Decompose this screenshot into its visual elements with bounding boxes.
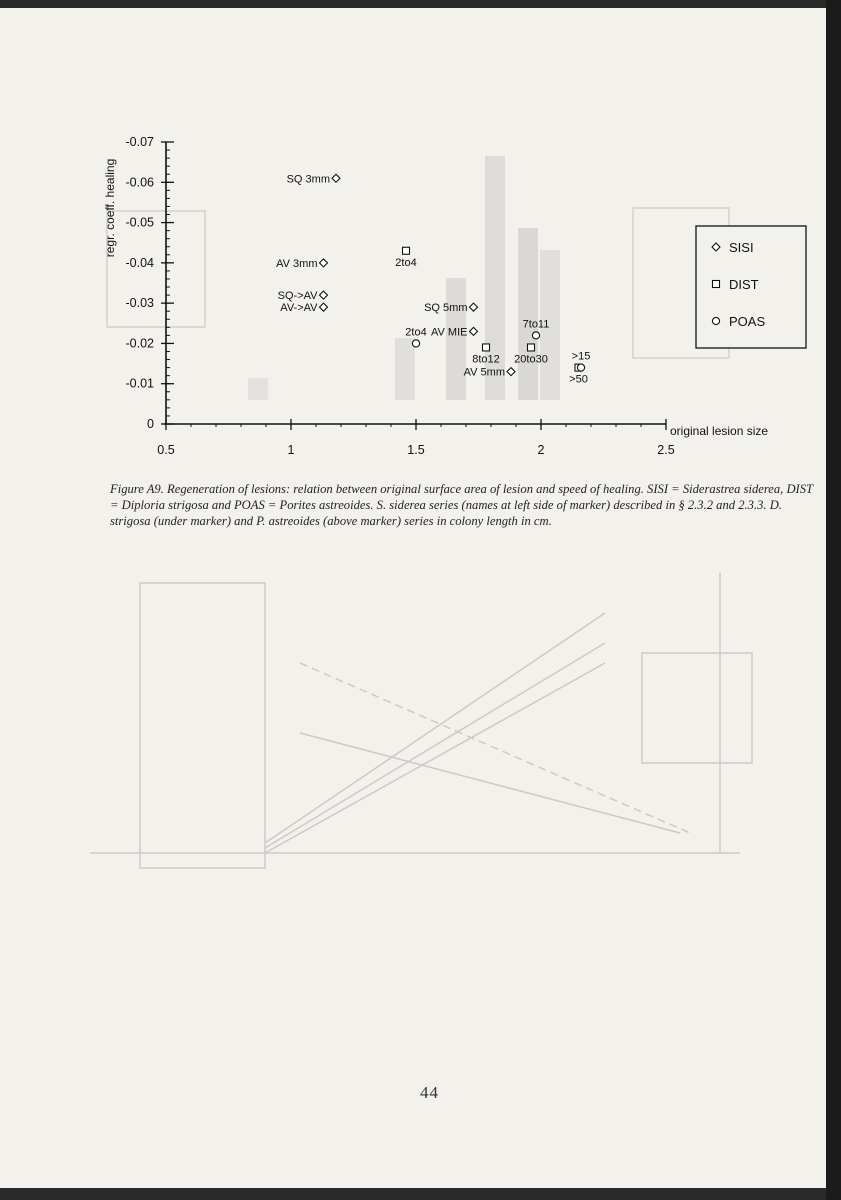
page-number: 44 [420, 1083, 439, 1102]
sisi-point-label: AV->AV [280, 302, 318, 315]
sisi-point-label: AV MIE [431, 326, 468, 339]
sisi-point [507, 368, 515, 376]
sisi-point-label: AV 3mm [276, 257, 318, 270]
sisi-point-label: AV 5mm [463, 366, 505, 379]
dist-point-label: 8to12 [472, 353, 500, 366]
sisi-point-label: SQ 3mm [286, 173, 330, 186]
legend-label-dist: DIST [729, 277, 759, 292]
y-tick-label: -0.07 [125, 135, 154, 149]
x-tick-label: 1 [287, 443, 295, 457]
x-axis-label: original lesion size [670, 424, 769, 438]
y-tick-label: -0.01 [125, 376, 154, 391]
y-tick-label: 0 [147, 417, 154, 431]
legend-label-sisi: SISI [729, 240, 754, 255]
dist-point-label: >50 [569, 373, 588, 386]
chart-axes [103, 135, 768, 457]
y-tick-label: -0.02 [125, 336, 154, 351]
caption-text: Regeneration of lesions: relation between original surface area of lesion and speed of healing. SISI = Siderastrea siderea, DIST = Diploria strigosa and POAS = Porites astreoides. S. siderea series (names at left side of marker) described in § 2.3.2 and 2.3.3. D. strigosa (under marker) and P. astreoides (above marker) series in colony length in cm. [110, 482, 813, 528]
document-page [0, 8, 826, 1188]
y-tick-label: -0.06 [125, 175, 154, 190]
dist-point-label: 20to30 [514, 353, 548, 366]
y-tick-label: -0.05 [125, 215, 154, 230]
sisi-point [332, 174, 340, 182]
sisi-point [320, 259, 328, 267]
y-tick-label: -0.04 [125, 255, 154, 270]
legend-marker-poas [712, 317, 719, 324]
poas-point [412, 340, 419, 347]
sisi-point [320, 303, 328, 311]
sisi-point-label: SQ 5mm [424, 302, 468, 315]
y-axis-label: regr. coeff. healing [103, 158, 117, 258]
sisi-point [470, 303, 478, 311]
poas-point-label: 2to4 [405, 326, 427, 339]
poas-point-label: 7to11 [522, 318, 550, 331]
poas-point-label: >15 [571, 350, 591, 363]
sisi-point [470, 327, 478, 335]
x-tick-label: 0.5 [157, 443, 175, 457]
chart-legend [696, 226, 806, 348]
y-tick-label: -0.03 [125, 296, 154, 311]
caption-label: Figure A9. [110, 482, 164, 496]
sisi-point [320, 291, 328, 299]
dist-point [483, 344, 490, 351]
sisi-point-label: SQ->AV [277, 290, 318, 303]
legend-marker-dist [713, 281, 720, 288]
x-tick-label: 1.5 [407, 443, 425, 457]
x-tick-label: 2.5 [657, 443, 675, 457]
dist-point [403, 247, 410, 254]
legend-label-poas: POAS [729, 314, 766, 329]
book-binding-edge [826, 0, 841, 1200]
dist-point-label: 2to4 [395, 256, 417, 269]
dist-point [528, 344, 535, 351]
poas-point [577, 364, 584, 371]
figure-caption [110, 481, 824, 529]
bleed-through-shadow [107, 156, 729, 400]
x-tick-label: 2 [537, 443, 545, 457]
poas-point [532, 332, 539, 339]
bleed-through-figure [90, 563, 780, 893]
